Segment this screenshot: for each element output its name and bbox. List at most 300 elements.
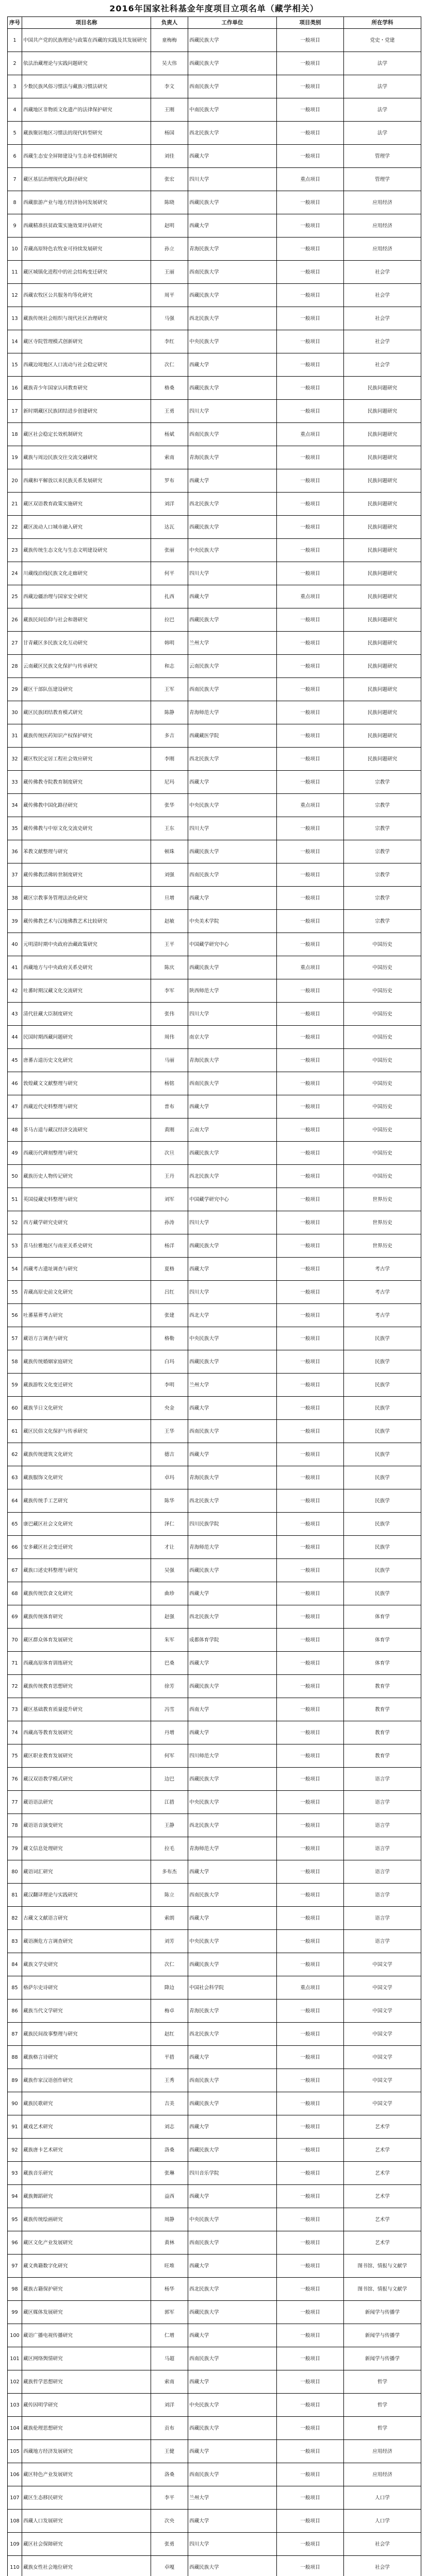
cell-discipline: 图书馆、情报与文献学 xyxy=(344,2278,421,2301)
cell-index: 59 xyxy=(8,1374,22,1397)
cell-unit: 南京大学 xyxy=(188,1026,277,1049)
cell-leader: 白玛 xyxy=(151,1350,188,1374)
cell-category: 一般项目 xyxy=(277,1907,344,1930)
cell-discipline: 应用经济 xyxy=(344,2463,421,2486)
cell-discipline: 社会学 xyxy=(344,2556,421,2576)
table-row xyxy=(8,2069,421,2092)
table-row xyxy=(8,748,421,771)
cell-leader: 李明 xyxy=(151,1374,188,1397)
cell-index: 15 xyxy=(8,353,22,377)
cell-leader: 拉毛 xyxy=(151,1837,188,1860)
cell-unit: 四川民族学院 xyxy=(188,1513,277,1536)
cell-index: 56 xyxy=(8,1304,22,1327)
cell-unit: 西藏民族大学 xyxy=(188,29,277,52)
cell-leader: 陈晓 xyxy=(151,191,188,214)
table-row xyxy=(8,1768,421,1791)
table-row xyxy=(8,2324,421,2347)
cell-project-name: 西藏近代史料整理与研究 xyxy=(22,1095,151,1118)
cell-category: 一般项目 xyxy=(277,1165,344,1188)
cell-index: 78 xyxy=(8,1814,22,1837)
cell-project-name: 云南藏区民族文化保护与传承研究 xyxy=(22,655,151,678)
table-row xyxy=(8,562,421,585)
cell-unit: 西藏民族大学 xyxy=(188,2556,277,2576)
cell-category: 一般项目 xyxy=(277,29,344,52)
cell-unit: 西藏民族大学 xyxy=(188,191,277,214)
cell-discipline: 民族问题研究 xyxy=(344,608,421,632)
cell-category: 一般项目 xyxy=(277,1188,344,1211)
cell-category: 一般项目 xyxy=(277,1860,344,1884)
cell-category: 一般项目 xyxy=(277,2324,344,2347)
cell-index: 13 xyxy=(8,307,22,330)
cell-project-name: 藏区群众体育发展研究 xyxy=(22,1629,151,1652)
cell-leader: 赵强 xyxy=(151,1605,188,1629)
cell-project-name: 藏族节日文化研究 xyxy=(22,1397,151,1420)
cell-unit: 西藏大学 xyxy=(188,353,277,377)
cell-index: 102 xyxy=(8,2370,22,2394)
table-row xyxy=(8,2533,421,2556)
table-row xyxy=(8,1652,421,1675)
cell-leader: 次央 xyxy=(151,2510,188,2533)
table-row xyxy=(8,2394,421,2417)
cell-category: 一般项目 xyxy=(277,1072,344,1095)
cell-index: 42 xyxy=(8,979,22,1003)
cell-category: 一般项目 xyxy=(277,1049,344,1072)
cell-category: 一般项目 xyxy=(277,1605,344,1629)
cell-discipline: 中国文学 xyxy=(344,2069,421,2092)
table-row xyxy=(8,1211,421,1234)
cell-discipline: 社会学 xyxy=(344,261,421,284)
cell-discipline: 哲学 xyxy=(344,2417,421,2440)
cell-discipline: 民族学 xyxy=(344,1443,421,1466)
cell-discipline: 民族问题研究 xyxy=(344,701,421,724)
cell-leader: 次仁 xyxy=(151,1953,188,1976)
cell-leader: 和志 xyxy=(151,655,188,678)
cell-category: 一般项目 xyxy=(277,2278,344,2301)
cell-leader: 尼玛 xyxy=(151,771,188,794)
table-header-row xyxy=(8,17,421,29)
cell-project-name: 藏族口述史料整理与研究 xyxy=(22,1559,151,1582)
cell-discipline: 艺术学 xyxy=(344,2208,421,2231)
table-row xyxy=(8,52,421,75)
table-row xyxy=(8,1443,421,1466)
cell-project-name: 藏汉双语教学模式研究 xyxy=(22,1768,151,1791)
cell-unit: 西藏大学 xyxy=(188,1258,277,1281)
cell-unit: 西藏民族大学 xyxy=(188,516,277,539)
table-row xyxy=(8,1258,421,1281)
cell-category: 重点项目 xyxy=(277,956,344,979)
cell-unit: 青海师范大学 xyxy=(188,701,277,724)
cell-discipline: 民族问题研究 xyxy=(344,377,421,400)
table-row xyxy=(8,1095,421,1118)
cell-index: 98 xyxy=(8,2278,22,2301)
cell-discipline: 民族学 xyxy=(344,1327,421,1350)
cell-index: 84 xyxy=(8,1953,22,1976)
cell-unit: 青海民族大学 xyxy=(188,238,277,261)
cell-index: 1 xyxy=(8,29,22,52)
cell-unit: 西藏大学 xyxy=(188,2440,277,2463)
cell-project-name: 依法治藏理论与实践问题研究 xyxy=(22,52,151,75)
cell-index: 46 xyxy=(8,1072,22,1095)
cell-category: 一般项目 xyxy=(277,2185,344,2208)
cell-unit: 西北民族大学 xyxy=(188,1605,277,1629)
cell-leader: 扎西 xyxy=(151,585,188,608)
cell-unit: 西南民族大学 xyxy=(188,678,277,701)
cell-unit: 西南民族大学 xyxy=(188,75,277,98)
cell-index: 88 xyxy=(8,2046,22,2069)
cell-leader: 杨铭 xyxy=(151,1072,188,1095)
cell-index: 51 xyxy=(8,1188,22,1211)
cell-category: 一般项目 xyxy=(277,1513,344,1536)
cell-discipline: 中国文学 xyxy=(344,2092,421,2115)
cell-discipline: 人口学 xyxy=(344,2510,421,2533)
cell-project-name: 藏族服饰文化研究 xyxy=(22,1466,151,1489)
cell-discipline: 民族学 xyxy=(344,1374,421,1397)
table-row xyxy=(8,1744,421,1768)
cell-category: 一般项目 xyxy=(277,214,344,238)
cell-discipline: 世界历史 xyxy=(344,1188,421,1211)
cell-index: 66 xyxy=(8,1536,22,1559)
cell-unit: 西藏民族大学 xyxy=(188,840,277,863)
cell-discipline: 人口学 xyxy=(344,2486,421,2510)
cell-category: 一般项目 xyxy=(277,632,344,655)
cell-leader: 罗布 xyxy=(151,469,188,493)
table-row xyxy=(8,887,421,910)
cell-project-name: 苯教文献整理与研究 xyxy=(22,840,151,863)
cell-discipline: 民族问题研究 xyxy=(344,423,421,446)
cell-discipline: 体育学 xyxy=(344,1652,421,1675)
cell-index: 109 xyxy=(8,2533,22,2556)
cell-index: 54 xyxy=(8,1258,22,1281)
cell-project-name: 藏族传统婚姻家庭研究 xyxy=(22,1350,151,1374)
cell-discipline: 教育学 xyxy=(344,1698,421,1721)
table-row xyxy=(8,2046,421,2069)
cell-unit: 西南民族大学 xyxy=(188,261,277,284)
cell-index: 44 xyxy=(8,1026,22,1049)
cell-category: 一般项目 xyxy=(277,771,344,794)
cell-index: 8 xyxy=(8,191,22,214)
cell-index: 4 xyxy=(8,98,22,122)
cell-index: 95 xyxy=(8,2208,22,2231)
cell-index: 97 xyxy=(8,2255,22,2278)
cell-category: 一般项目 xyxy=(277,1420,344,1443)
cell-discipline: 宗教学 xyxy=(344,817,421,840)
cell-leader: 旦增 xyxy=(151,887,188,910)
table-row xyxy=(8,214,421,238)
cell-leader: 贡布 xyxy=(151,2417,188,2440)
cell-project-name: 藏区城镇化进程中的社会结构变迁研究 xyxy=(22,261,151,284)
cell-category: 一般项目 xyxy=(277,933,344,956)
cell-category: 一般项目 xyxy=(277,400,344,423)
cell-category: 一般项目 xyxy=(277,516,344,539)
cell-category: 一般项目 xyxy=(277,2023,344,2046)
cell-project-name: 藏区生态移民研究 xyxy=(22,2486,151,2510)
cell-index: 28 xyxy=(8,655,22,678)
cell-leader: 孙涛 xyxy=(151,1211,188,1234)
cell-leader: 卓玛 xyxy=(151,1466,188,1489)
cell-leader: 杨斌 xyxy=(151,423,188,446)
cell-unit: 西藏民族大学 xyxy=(188,1142,277,1165)
cell-project-name: 中国共产党的民族理论与政策在西藏的实践及其发展研究 xyxy=(22,29,151,52)
cell-discipline: 语言学 xyxy=(344,1930,421,1953)
cell-index: 41 xyxy=(8,956,22,979)
cell-leader: 次仁 xyxy=(151,353,188,377)
cell-project-name: 藏族女性社会地位研究 xyxy=(22,2556,151,2576)
cell-category: 一般项目 xyxy=(277,2440,344,2463)
cell-discipline: 哲学 xyxy=(344,2370,421,2394)
cell-category: 一般项目 xyxy=(277,1930,344,1953)
cell-discipline: 教育学 xyxy=(344,1675,421,1698)
cell-discipline: 社会学 xyxy=(344,307,421,330)
cell-category: 一般项目 xyxy=(277,1211,344,1234)
cell-discipline: 法学 xyxy=(344,122,421,145)
cell-category: 一般项目 xyxy=(277,2255,344,2278)
cell-project-name: 藏族青少年国家认同教育研究 xyxy=(22,377,151,400)
table-row xyxy=(8,2023,421,2046)
cell-project-name: 新时期藏区民族团结进步创建研究 xyxy=(22,400,151,423)
table-row xyxy=(8,1489,421,1513)
cell-category: 一般项目 xyxy=(277,539,344,562)
cell-unit: 成都体育学院 xyxy=(188,1629,277,1652)
cell-index: 23 xyxy=(8,539,22,562)
cell-index: 110 xyxy=(8,2556,22,2576)
cell-index: 45 xyxy=(8,1049,22,1072)
cell-discipline: 中国历史 xyxy=(344,979,421,1003)
cell-leader: 杨洋 xyxy=(151,1234,188,1258)
table-row xyxy=(8,771,421,794)
cell-category: 一般项目 xyxy=(277,2162,344,2185)
cell-discipline: 新闻学与传播学 xyxy=(344,2347,421,2370)
cell-leader: 普布 xyxy=(151,1095,188,1118)
cell-discipline: 考古学 xyxy=(344,1258,421,1281)
column-header-index: 序号 xyxy=(8,17,22,29)
cell-discipline: 宗教学 xyxy=(344,794,421,817)
cell-project-name: 民国时期西藏问题研究 xyxy=(22,1026,151,1049)
cell-project-name: 藏族游牧文化变迁研究 xyxy=(22,1374,151,1397)
cell-category: 一般项目 xyxy=(277,2139,344,2162)
cell-category: 一般项目 xyxy=(277,1374,344,1397)
cell-project-name: 西藏精准扶贫政策实施效果评估研究 xyxy=(22,214,151,238)
table-row xyxy=(8,1559,421,1582)
cell-project-name: 清代驻藏大臣制度研究 xyxy=(22,1003,151,1026)
cell-index: 58 xyxy=(8,1350,22,1374)
cell-category: 一般项目 xyxy=(277,1698,344,1721)
cell-index: 3 xyxy=(8,75,22,98)
cell-discipline: 中国历史 xyxy=(344,1026,421,1049)
table-row xyxy=(8,1536,421,1559)
cell-project-name: 西藏历代碑刻整理与研究 xyxy=(22,1142,151,1165)
cell-unit: 西南民族大学 xyxy=(188,1420,277,1443)
cell-category: 一般项目 xyxy=(277,2208,344,2231)
cell-project-name: 藏族舞蹈研究 xyxy=(22,2185,151,2208)
cell-category: 重点项目 xyxy=(277,168,344,191)
cell-category: 一般项目 xyxy=(277,678,344,701)
table-row xyxy=(8,2510,421,2533)
cell-unit: 中国藏学研究中心 xyxy=(188,933,277,956)
cell-project-name: 藏族聚居地区习惯法的现代转型研究 xyxy=(22,122,151,145)
cell-project-name: 西藏地方经济发展研究 xyxy=(22,2440,151,2463)
cell-leader: 李军 xyxy=(151,979,188,1003)
cell-leader: 张伟 xyxy=(151,1003,188,1026)
cell-discipline: 应用经济 xyxy=(344,214,421,238)
cell-leader: 杨华 xyxy=(151,2278,188,2301)
cell-unit: 西藏大学 xyxy=(188,585,277,608)
cell-project-name: 藏区牧民定居工程社会效应研究 xyxy=(22,748,151,771)
cell-unit: 中央民族大学 xyxy=(188,2208,277,2231)
table-row xyxy=(8,817,421,840)
cell-index: 89 xyxy=(8,2069,22,2092)
cell-leader: 李文 xyxy=(151,75,188,98)
cell-project-name: 西藏高原体育训练研究 xyxy=(22,1652,151,1675)
cell-project-name: 藏族唐卡艺术研究 xyxy=(22,2139,151,2162)
table-row xyxy=(8,29,421,52)
cell-index: 11 xyxy=(8,261,22,284)
cell-project-name: 藏传佛教活佛转世制度研究 xyxy=(22,863,151,887)
cell-project-name: 吐蕃时期汉藏文化交流研究 xyxy=(22,979,151,1003)
cell-leader: 朱军 xyxy=(151,1629,188,1652)
cell-leader: 刘强 xyxy=(151,863,188,887)
cell-project-name: 吐蕃墓葬考古研究 xyxy=(22,1304,151,1327)
cell-unit: 四川大学 xyxy=(188,1003,277,1026)
cell-project-name: 康巴藏区社会文化研究 xyxy=(22,1513,151,1536)
cell-discipline: 中国历史 xyxy=(344,1165,421,1188)
cell-discipline: 民族问题研究 xyxy=(344,400,421,423)
cell-unit: 青海民族大学 xyxy=(188,446,277,469)
cell-index: 2 xyxy=(8,52,22,75)
cell-unit: 西藏大学 xyxy=(188,887,277,910)
cell-leader: 张琳 xyxy=(151,2162,188,2185)
cell-unit: 西藏大学 xyxy=(188,469,277,493)
cell-unit: 四川大学 xyxy=(188,1211,277,1234)
cell-index: 75 xyxy=(8,1744,22,1768)
table-row xyxy=(8,608,421,632)
table-row xyxy=(8,1698,421,1721)
cell-unit: 中央民族大学 xyxy=(188,330,277,353)
cell-unit: 西北民族大学 xyxy=(188,2023,277,2046)
cell-discipline: 民族问题研究 xyxy=(344,516,421,539)
cell-project-name: 藏戏艺术研究 xyxy=(22,2115,151,2139)
table-row xyxy=(8,1118,421,1142)
cell-leader: 吴强 xyxy=(151,1559,188,1582)
cell-leader: 赵明 xyxy=(151,214,188,238)
cell-discipline: 艺术学 xyxy=(344,2231,421,2255)
cell-category: 一般项目 xyxy=(277,1744,344,1768)
cell-index: 40 xyxy=(8,933,22,956)
table-row xyxy=(8,632,421,655)
cell-index: 50 xyxy=(8,1165,22,1188)
cell-unit: 中央民族大学 xyxy=(188,2394,277,2417)
cell-index: 6 xyxy=(8,145,22,168)
cell-unit: 西藏民族大学 xyxy=(188,2139,277,2162)
cell-project-name: 西藏考古遗址调查与研究 xyxy=(22,1258,151,1281)
cell-index: 35 xyxy=(8,817,22,840)
cell-category: 一般项目 xyxy=(277,1721,344,1744)
cell-discipline: 语言学 xyxy=(344,1860,421,1884)
cell-discipline: 管理学 xyxy=(344,168,421,191)
column-header-category: 项目类别 xyxy=(277,17,344,29)
table-row xyxy=(8,539,421,562)
cell-index: 49 xyxy=(8,1142,22,1165)
cell-project-name: 格萨尔史诗研究 xyxy=(22,1976,151,1999)
cell-category: 一般项目 xyxy=(277,377,344,400)
cell-unit: 西藏大学 xyxy=(188,2185,277,2208)
cell-category: 一般项目 xyxy=(277,748,344,771)
cell-unit: 西南民族大学 xyxy=(188,863,277,887)
cell-category: 一般项目 xyxy=(277,145,344,168)
cell-index: 27 xyxy=(8,632,22,655)
cell-discipline: 中国历史 xyxy=(344,1049,421,1072)
table-row xyxy=(8,1466,421,1489)
cell-discipline: 应用经济 xyxy=(344,191,421,214)
cell-unit: 西藏民族大学 xyxy=(188,2092,277,2115)
cell-discipline: 民族问题研究 xyxy=(344,585,421,608)
cell-leader: 拉巴 xyxy=(151,608,188,632)
cell-leader: 冯雪 xyxy=(151,1698,188,1721)
table-row xyxy=(8,956,421,979)
table-row xyxy=(8,933,421,956)
cell-project-name: 西藏高等教育发展研究 xyxy=(22,1721,151,1744)
cell-index: 62 xyxy=(8,1443,22,1466)
cell-leader: 郭军 xyxy=(151,2301,188,2324)
cell-project-name: 藏族传统建筑文化研究 xyxy=(22,1443,151,1466)
cell-index: 19 xyxy=(8,446,22,469)
cell-index: 76 xyxy=(8,1768,22,1791)
table-row xyxy=(8,469,421,493)
cell-project-name: 藏族传统饮食文化研究 xyxy=(22,1582,151,1605)
cell-discipline: 世界历史 xyxy=(344,1234,421,1258)
cell-leader: 平措 xyxy=(151,2046,188,2069)
cell-unit: 西藏民族大学 xyxy=(188,1350,277,1374)
cell-leader: 刘佳 xyxy=(151,145,188,168)
column-header-unit: 工作单位 xyxy=(188,17,277,29)
cell-project-name: 青藏高原特色农牧业可持续发展研究 xyxy=(22,238,151,261)
cell-discipline: 艺术学 xyxy=(344,2115,421,2139)
cell-project-name: 藏传佛教与中原文化交流史研究 xyxy=(22,817,151,840)
table-row xyxy=(8,2255,421,2278)
cell-index: 61 xyxy=(8,1420,22,1443)
cell-project-name: 藏族民间故事整理与研究 xyxy=(22,2023,151,2046)
table-row xyxy=(8,2347,421,2370)
cell-discipline: 宗教学 xyxy=(344,771,421,794)
cell-leader: 卓嘎 xyxy=(151,2556,188,2576)
cell-discipline: 新闻学与传播学 xyxy=(344,2324,421,2347)
cell-unit: 西北民族大学 xyxy=(188,1165,277,1188)
cell-project-name: 藏区社会稳定长效机制研究 xyxy=(22,423,151,446)
cell-index: 82 xyxy=(8,1907,22,1930)
table-row xyxy=(8,1397,421,1420)
cell-leader: 张建 xyxy=(151,1304,188,1327)
cell-project-name: 唐蕃古道历史文化研究 xyxy=(22,1049,151,1072)
cell-leader: 刘军 xyxy=(151,1188,188,1211)
cell-leader: 张华 xyxy=(151,794,188,817)
cell-discipline: 宗教学 xyxy=(344,863,421,887)
table-row xyxy=(8,2115,421,2139)
cell-index: 12 xyxy=(8,284,22,307)
cell-leader: 旺堆 xyxy=(151,2255,188,2278)
cell-leader: 周静 xyxy=(151,2208,188,2231)
cell-project-name: 藏区基础教育质量提升研究 xyxy=(22,1698,151,1721)
cell-index: 29 xyxy=(8,678,22,701)
table-row xyxy=(8,1142,421,1165)
cell-project-name: 西藏边疆治理与国家安全研究 xyxy=(22,585,151,608)
cell-index: 25 xyxy=(8,585,22,608)
cell-category: 一般项目 xyxy=(277,1327,344,1350)
cell-unit: 中央民族大学 xyxy=(188,794,277,817)
cell-category: 一般项目 xyxy=(277,1582,344,1605)
table-row xyxy=(8,2139,421,2162)
cell-discipline: 教育学 xyxy=(344,1744,421,1768)
cell-unit: 西南大学 xyxy=(188,1698,277,1721)
cell-unit: 西藏大学 xyxy=(188,1860,277,1884)
